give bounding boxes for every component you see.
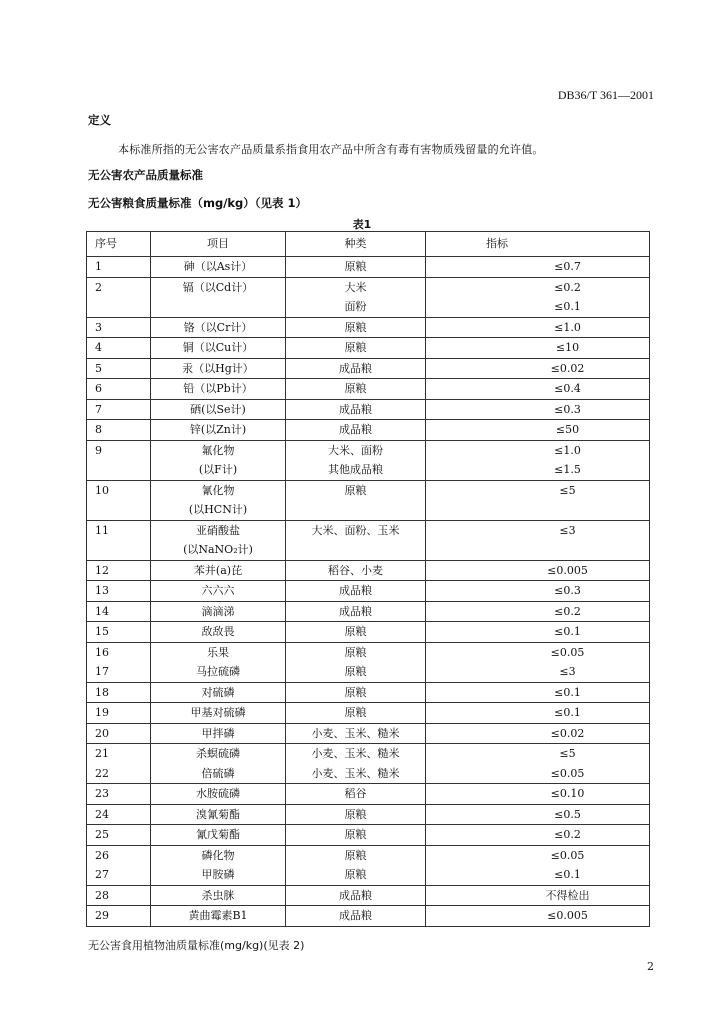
limit-line: ≤3 — [559, 665, 576, 678]
kind-line: 小麦、玉米、糙米 — [311, 726, 400, 740]
limit-cell — [426, 601, 650, 622]
kind-line: 面粉 — [344, 300, 367, 313]
limit-cell — [426, 399, 650, 420]
serial-number-cell — [87, 622, 151, 643]
serial-number-line: 19 — [95, 706, 109, 719]
item-cell — [151, 317, 286, 338]
item-line: 甲基对硫磷 — [190, 706, 246, 719]
limit-line: ≤1.5 — [554, 463, 581, 476]
item-cell — [151, 257, 286, 278]
limit-cell — [426, 744, 650, 784]
serial-number-line: 22 — [95, 766, 109, 780]
serial-number-cell — [87, 784, 151, 805]
item-cell — [151, 804, 286, 825]
serial-number-cell — [87, 581, 151, 602]
item-line: 铜（以Cu计） — [182, 341, 254, 354]
limit-line: ≤0.10 — [550, 787, 585, 800]
limit-cell — [426, 642, 650, 682]
item-cell — [151, 825, 286, 846]
kind-line: 小麦、玉米、糙米 — [311, 766, 400, 780]
table-row — [87, 804, 650, 825]
table-row — [87, 338, 650, 359]
serial-number-cell — [87, 520, 151, 560]
kind-cell — [286, 379, 426, 400]
definition-heading: 定义 — [88, 113, 111, 127]
definition-paragraph: 本标准所指的无公害农产品质量系指食用农产品中所含有毒有害物质残留量的允许值。 — [118, 143, 544, 156]
limit-line: ≤0.05 — [550, 848, 585, 862]
serial-number-line: 8 — [95, 423, 102, 436]
kind-line: 大米、面粉 — [328, 443, 383, 457]
item-cell — [151, 379, 286, 400]
item-cell — [151, 622, 286, 643]
table-row — [87, 317, 650, 338]
limit-line: ≤0.05 — [550, 645, 585, 659]
serial-number-cell — [87, 723, 151, 744]
kind-line: 原粮 — [344, 868, 367, 881]
serial-number-cell — [87, 379, 151, 400]
item-line: 水胺硫磷 — [196, 787, 240, 800]
limit-cell — [426, 257, 650, 278]
serial-number-line: 9 — [95, 443, 102, 457]
kind-line: 原粮 — [344, 828, 367, 841]
kind-cell — [286, 440, 426, 480]
item-cell — [151, 703, 286, 724]
item-line: 苯并(a)芘 — [193, 563, 243, 577]
serial-number-line: 13 — [95, 584, 109, 597]
item-line: 对硫磷 — [201, 685, 235, 699]
limit-cell — [426, 358, 650, 379]
kind-line: 成品粮 — [339, 402, 372, 416]
item-cell — [151, 744, 286, 784]
item-line: 汞（以Hg计） — [182, 361, 254, 375]
header-serial-number: 序号 — [87, 232, 151, 257]
serial-number-line: 12 — [95, 563, 109, 577]
serial-number-cell — [87, 480, 151, 520]
item-line: 氰戊菊酯 — [196, 828, 240, 841]
limit-line: ≤0.02 — [550, 726, 585, 740]
header-limit: 指标 — [426, 232, 650, 257]
limit-line: ≤50 — [555, 423, 580, 436]
item-cell — [151, 399, 286, 420]
item-line: 倍硫磷 — [201, 766, 235, 780]
item-line: 马拉硫磷 — [196, 665, 240, 678]
kind-cell — [286, 906, 426, 927]
item-line: 甲胺磷 — [201, 868, 235, 881]
item-cell — [151, 723, 286, 744]
limit-cell — [426, 338, 650, 359]
limit-line: ≤5 — [559, 747, 576, 760]
serial-number-line: 24 — [95, 807, 109, 821]
kind-line: 原粮 — [344, 483, 367, 497]
limit-cell — [426, 703, 650, 724]
item-line: 磷化物 — [201, 848, 235, 862]
item-cell — [151, 440, 286, 480]
kind-cell — [286, 642, 426, 682]
table-row — [87, 520, 650, 560]
serial-number-cell — [87, 560, 151, 581]
item-cell — [151, 420, 286, 441]
serial-number-line: 2 — [95, 280, 102, 294]
kind-cell — [286, 480, 426, 520]
page-number: 2 — [647, 960, 654, 973]
serial-number-cell — [87, 601, 151, 622]
kind-line: 成品粮 — [339, 361, 372, 375]
kind-cell — [286, 581, 426, 602]
item-cell — [151, 601, 286, 622]
kind-cell — [286, 885, 426, 906]
serial-number-line: 5 — [95, 361, 102, 375]
item-line: 黄曲霉素B1 — [188, 909, 248, 922]
kind-cell — [286, 744, 426, 784]
item-cell — [151, 358, 286, 379]
item-line: 氰化物 — [201, 483, 235, 497]
item-cell — [151, 682, 286, 703]
limit-cell — [426, 480, 650, 520]
item-cell — [151, 480, 286, 520]
serial-number-cell — [87, 440, 151, 480]
kind-line: 成品粮 — [339, 888, 372, 902]
serial-number-line: 28 — [95, 888, 109, 902]
serial-number-line: 6 — [95, 382, 102, 395]
limit-line: ≤10 — [555, 341, 580, 354]
table-row — [87, 257, 650, 278]
table-row — [87, 723, 650, 744]
kind-cell — [286, 420, 426, 441]
item-line: 锌(以Zn计) — [189, 423, 247, 436]
limit-line: ≤1.0 — [554, 443, 581, 457]
serial-number-cell — [87, 825, 151, 846]
kind-line: 原粮 — [344, 320, 367, 334]
limit-line: ≤0.2 — [554, 280, 581, 294]
item-cell — [151, 642, 286, 682]
limit-cell — [426, 581, 650, 602]
item-line: 硒(以Se计) — [190, 402, 246, 416]
item-cell — [151, 784, 286, 805]
serial-number-line: 23 — [95, 787, 109, 800]
table-row — [87, 845, 650, 885]
kind-line: 成品粮 — [339, 909, 372, 922]
table-row — [87, 560, 650, 581]
limit-cell — [426, 379, 650, 400]
table-row — [87, 399, 650, 420]
limit-cell — [426, 420, 650, 441]
oil-standard-heading: 无公害食用植物油质量标准(mg/kg)(见表 2) — [88, 939, 305, 952]
item-cell — [151, 885, 286, 906]
grain-standard-heading: 无公害粮食质量标准（mg/kg）（见表 1） — [88, 196, 308, 210]
limit-cell — [426, 723, 650, 744]
item-line: 砷（以As计） — [183, 260, 253, 273]
limit-line: ≤0.1 — [554, 685, 581, 699]
serial-number-cell — [87, 399, 151, 420]
item-line: 亚硝酸盐 — [196, 523, 240, 537]
kind-line: 稻谷、小麦 — [328, 563, 383, 577]
kind-cell — [286, 703, 426, 724]
quality-standard-heading: 无公害农产品质量标准 — [88, 168, 203, 182]
serial-number-line: 21 — [95, 747, 109, 760]
serial-number-cell — [87, 277, 151, 317]
limit-cell — [426, 682, 650, 703]
serial-number-cell — [87, 906, 151, 927]
limit-cell — [426, 845, 650, 885]
kind-cell — [286, 520, 426, 560]
item-line: (以F计) — [198, 463, 238, 476]
kind-line: 大米、面粉、玉米 — [311, 523, 400, 537]
limit-line: ≤0.1 — [554, 300, 581, 313]
item-cell — [151, 520, 286, 560]
limit-cell — [426, 885, 650, 906]
serial-number-line: 18 — [95, 685, 109, 699]
limit-cell — [426, 906, 650, 927]
kind-line: 原粮 — [344, 341, 367, 354]
limit-line: ≤0.3 — [554, 402, 581, 416]
item-line: 铬（以Cr计） — [183, 320, 253, 334]
item-line: 滴滴涕 — [201, 604, 235, 618]
item-line: (以HCN计) — [188, 503, 248, 516]
limit-cell — [426, 440, 650, 480]
limit-cell — [426, 317, 650, 338]
header-kind: 种类 — [286, 232, 426, 257]
kind-line: 成品粮 — [339, 423, 372, 436]
serial-number-line: 15 — [95, 625, 109, 638]
kind-line: 原粮 — [344, 665, 367, 678]
serial-number-line: 3 — [95, 320, 102, 334]
limit-line: ≤0.005 — [547, 563, 588, 577]
limit-line: ≤0.2 — [554, 604, 581, 618]
item-cell — [151, 581, 286, 602]
item-line: (以NaNO₂计) — [183, 543, 253, 556]
serial-number-cell — [87, 804, 151, 825]
table-row — [87, 601, 650, 622]
document-code: DB36/T 361—2001 — [557, 88, 654, 102]
serial-number-cell — [87, 845, 151, 885]
kind-line: 稻谷 — [344, 787, 367, 800]
item-line: 甲拌磷 — [201, 726, 235, 740]
table-row — [87, 642, 650, 682]
serial-number-line: 16 — [95, 645, 109, 659]
kind-line: 原粮 — [344, 706, 367, 719]
table-row — [87, 885, 650, 906]
kind-cell — [286, 317, 426, 338]
serial-number-line: 7 — [95, 402, 102, 416]
kind-cell — [286, 277, 426, 317]
item-line: 六六六 — [201, 584, 235, 597]
limit-line: ≤0.4 — [554, 382, 581, 395]
kind-line: 原粮 — [344, 382, 367, 395]
serial-number-line: 27 — [95, 868, 109, 881]
limit-line: ≤0.02 — [550, 361, 585, 375]
limit-line: ≤0.3 — [554, 584, 581, 597]
table-row — [87, 277, 650, 317]
table-row — [87, 703, 650, 724]
serial-number-line: 4 — [95, 341, 102, 354]
kind-cell — [286, 338, 426, 359]
table-row — [87, 906, 650, 927]
kind-cell — [286, 622, 426, 643]
kind-cell — [286, 399, 426, 420]
serial-number-line: 20 — [95, 726, 109, 740]
table-row — [87, 784, 650, 805]
serial-number-cell — [87, 885, 151, 906]
kind-cell — [286, 682, 426, 703]
limit-cell — [426, 560, 650, 581]
limit-line: ≤0.1 — [554, 868, 581, 881]
limit-line: ≤1.0 — [554, 320, 581, 334]
serial-number-cell — [87, 744, 151, 784]
item-line: 杀螟硫磷 — [196, 747, 240, 760]
kind-cell — [286, 601, 426, 622]
kind-cell — [286, 825, 426, 846]
kind-cell — [286, 784, 426, 805]
limit-cell — [426, 784, 650, 805]
limit-cell — [426, 277, 650, 317]
kind-cell — [286, 560, 426, 581]
serial-number-cell — [87, 358, 151, 379]
serial-number-line: 11 — [95, 523, 109, 537]
kind-line: 成品粮 — [339, 604, 372, 618]
table-header-row — [87, 232, 650, 257]
limit-cell — [426, 520, 650, 560]
serial-number-line: 26 — [95, 848, 109, 862]
serial-number-line: 14 — [95, 604, 109, 618]
kind-line: 成品粮 — [339, 584, 372, 597]
item-line: 溴氰菊酯 — [196, 807, 240, 821]
table-row — [87, 379, 650, 400]
serial-number-cell — [87, 703, 151, 724]
serial-number-cell — [87, 642, 151, 682]
kind-line: 其他成品粮 — [328, 463, 383, 476]
item-line: 铅（以Pb计） — [183, 382, 253, 395]
limit-cell — [426, 622, 650, 643]
serial-number-line: 25 — [95, 828, 109, 841]
item-line: 敌敌畏 — [201, 625, 235, 638]
serial-number-line: 17 — [95, 665, 109, 678]
item-cell — [151, 277, 286, 317]
serial-number-line: 29 — [95, 909, 109, 922]
serial-number-cell — [87, 338, 151, 359]
serial-number-line: 10 — [95, 483, 109, 497]
limit-line: ≤5 — [559, 483, 576, 497]
item-line: 氟化物 — [201, 443, 235, 457]
serial-number-cell — [87, 682, 151, 703]
table-row — [87, 581, 650, 602]
kind-line: 原粮 — [344, 807, 367, 821]
limit-line: ≤3 — [559, 523, 576, 537]
kind-line: 大米 — [344, 280, 367, 294]
table-row — [87, 622, 650, 643]
serial-number-cell — [87, 257, 151, 278]
item-line: 镉（以Cd计） — [182, 280, 254, 294]
kind-line: 原粮 — [344, 625, 367, 638]
table-row — [87, 358, 650, 379]
kind-cell — [286, 804, 426, 825]
limit-line: ≤0.7 — [554, 260, 581, 273]
kind-line: 原粮 — [344, 645, 367, 659]
grain-quality-table — [86, 231, 650, 927]
table-row — [87, 420, 650, 441]
kind-line: 小麦、玉米、糙米 — [311, 747, 400, 760]
table-row — [87, 825, 650, 846]
limit-line: ≤0.1 — [554, 625, 581, 638]
kind-line: 原粮 — [344, 260, 367, 273]
item-line: 乐果 — [207, 645, 229, 659]
item-line: 杀虫脒 — [201, 888, 235, 902]
limit-cell — [426, 804, 650, 825]
kind-line: 原粮 — [344, 848, 367, 862]
item-cell — [151, 906, 286, 927]
limit-line: ≤0.05 — [550, 766, 585, 780]
limit-line: ≤0.2 — [554, 828, 581, 841]
table-body — [87, 257, 650, 927]
kind-cell — [286, 358, 426, 379]
serial-number-line: 1 — [95, 260, 102, 273]
kind-cell — [286, 845, 426, 885]
kind-cell — [286, 257, 426, 278]
serial-number-cell — [87, 420, 151, 441]
item-cell — [151, 338, 286, 359]
table-row — [87, 440, 650, 480]
limit-line: ≤0.1 — [554, 706, 581, 719]
limit-cell — [426, 825, 650, 846]
limit-line: ≤0.005 — [547, 909, 588, 922]
kind-cell — [286, 723, 426, 744]
limit-line: 不得检出 — [545, 888, 590, 902]
header-item: 项目 — [151, 232, 286, 257]
table-row — [87, 682, 650, 703]
item-cell — [151, 845, 286, 885]
kind-line: 原粮 — [344, 685, 367, 699]
serial-number-cell — [87, 317, 151, 338]
table-row — [87, 480, 650, 520]
item-cell — [151, 560, 286, 581]
table-caption: 表1 — [352, 218, 372, 231]
limit-line: ≤0.5 — [554, 807, 581, 821]
table-row — [87, 744, 650, 784]
